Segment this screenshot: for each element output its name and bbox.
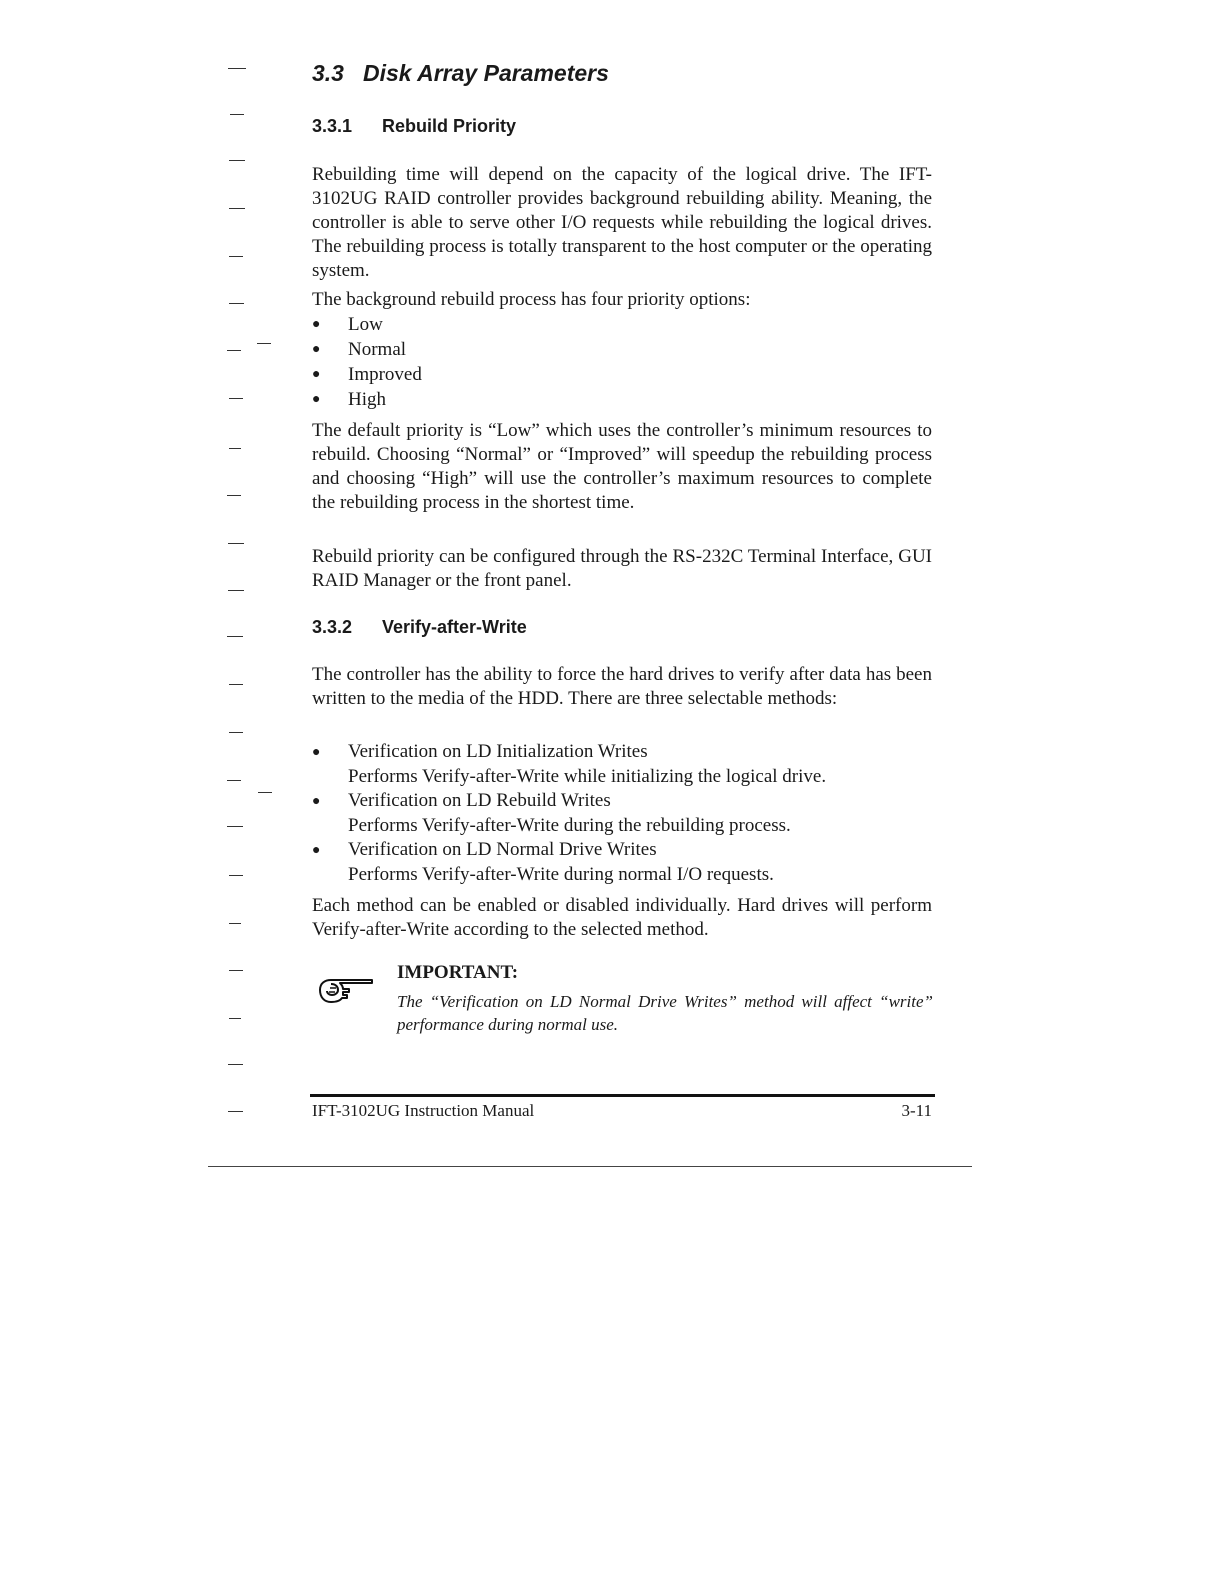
verify-intro-paragraph: The controller has the ability to force the hard drives to verify after data has been written to the media of the HDD. There are three selectable methods: bbox=[312, 664, 932, 709]
bullet-icon: ● bbox=[312, 317, 321, 332]
section-number: 3.3 bbox=[312, 60, 344, 86]
bullet-icon: ● bbox=[312, 745, 321, 760]
bullet-icon: ● bbox=[312, 794, 321, 809]
important-title: IMPORTANT: bbox=[397, 962, 519, 983]
verify-methods-list bbox=[312, 740, 932, 887]
list-item: ● Improved bbox=[312, 364, 422, 385]
list-item: ● Low bbox=[312, 314, 383, 335]
footer-manual-title: IFT-3102UG Instruction Manual bbox=[312, 1101, 535, 1120]
method-name: Verification on LD Normal Drive Writes bbox=[348, 839, 657, 860]
method-name: Verification on LD Initialization Writes bbox=[348, 741, 648, 762]
list-item: ● Normal bbox=[312, 339, 407, 360]
verify-summary-paragraph: Each method can be enabled or disabled individually. Hard drives will perform Verify-after-Write according to the selected method. bbox=[312, 895, 932, 940]
bullet-icon: ● bbox=[312, 843, 321, 858]
important-text: The “Verification on LD Normal Drive Writes” method will affect “write” performance during normal use. bbox=[397, 992, 933, 1034]
subsection-number: 3.3.1 bbox=[312, 116, 353, 136]
priority-options-list bbox=[312, 312, 932, 412]
subsection-title: Rebuild Priority bbox=[382, 116, 517, 136]
rebuild-intro-paragraph: Rebuilding time will depend on the capacity of the logical drive. The IFT-3102UG RAID controller provides background rebuilding ability. Meaning, the controller is able to serve other I/O requests while rebuilding the logical drives. The rebuilding process is totally transparent to the host computer or the operating system. bbox=[312, 164, 932, 281]
subsection-title: Verify-after-Write bbox=[382, 617, 527, 637]
rebuild-options-intro: The background rebuild process has four priority options: bbox=[312, 289, 751, 310]
method-description: Performs Verify-after-Write during the rebuilding process. bbox=[348, 814, 791, 836]
section-title: Disk Array Parameters bbox=[363, 60, 609, 86]
rebuild-config-paragraph: Rebuild priority can be configured through the RS-232C Terminal Interface, GUI RAID Manager or the front panel. bbox=[312, 546, 932, 591]
bullet-icon: ● bbox=[312, 367, 321, 382]
pointing-hand-icon bbox=[316, 974, 376, 1004]
subsection-heading-verify-after-write bbox=[312, 617, 527, 638]
method-description: Performs Verify-after-Write while initializing the logical drive. bbox=[348, 765, 827, 787]
list-item: ● High bbox=[312, 389, 386, 410]
default-priority-paragraph: The default priority is “Low” which uses the controller’s minimum resources to rebuild. Choosing “Normal” or “Improved” will speedup the rebuilding process and choosing “High” will use the controller’s maximum resources to complete the rebuilding process in the shortest time. bbox=[312, 420, 932, 513]
method-name: Verification on LD Rebuild Writes bbox=[348, 790, 611, 811]
bullet-icon: ● bbox=[312, 392, 321, 407]
page-bottom-edge bbox=[208, 1166, 972, 1167]
list-item bbox=[312, 838, 932, 887]
footer-divider bbox=[310, 1094, 935, 1097]
footer-page-number: 3-11 bbox=[901, 1101, 932, 1120]
list-item bbox=[312, 789, 932, 838]
list-item bbox=[312, 740, 932, 789]
section-heading bbox=[312, 60, 609, 87]
subsection-heading-rebuild-priority bbox=[312, 116, 516, 137]
method-description: Performs Verify-after-Write during normal I/O requests. bbox=[348, 863, 774, 885]
subsection-number: 3.3.2 bbox=[312, 617, 353, 637]
bullet-icon: ● bbox=[312, 342, 321, 357]
